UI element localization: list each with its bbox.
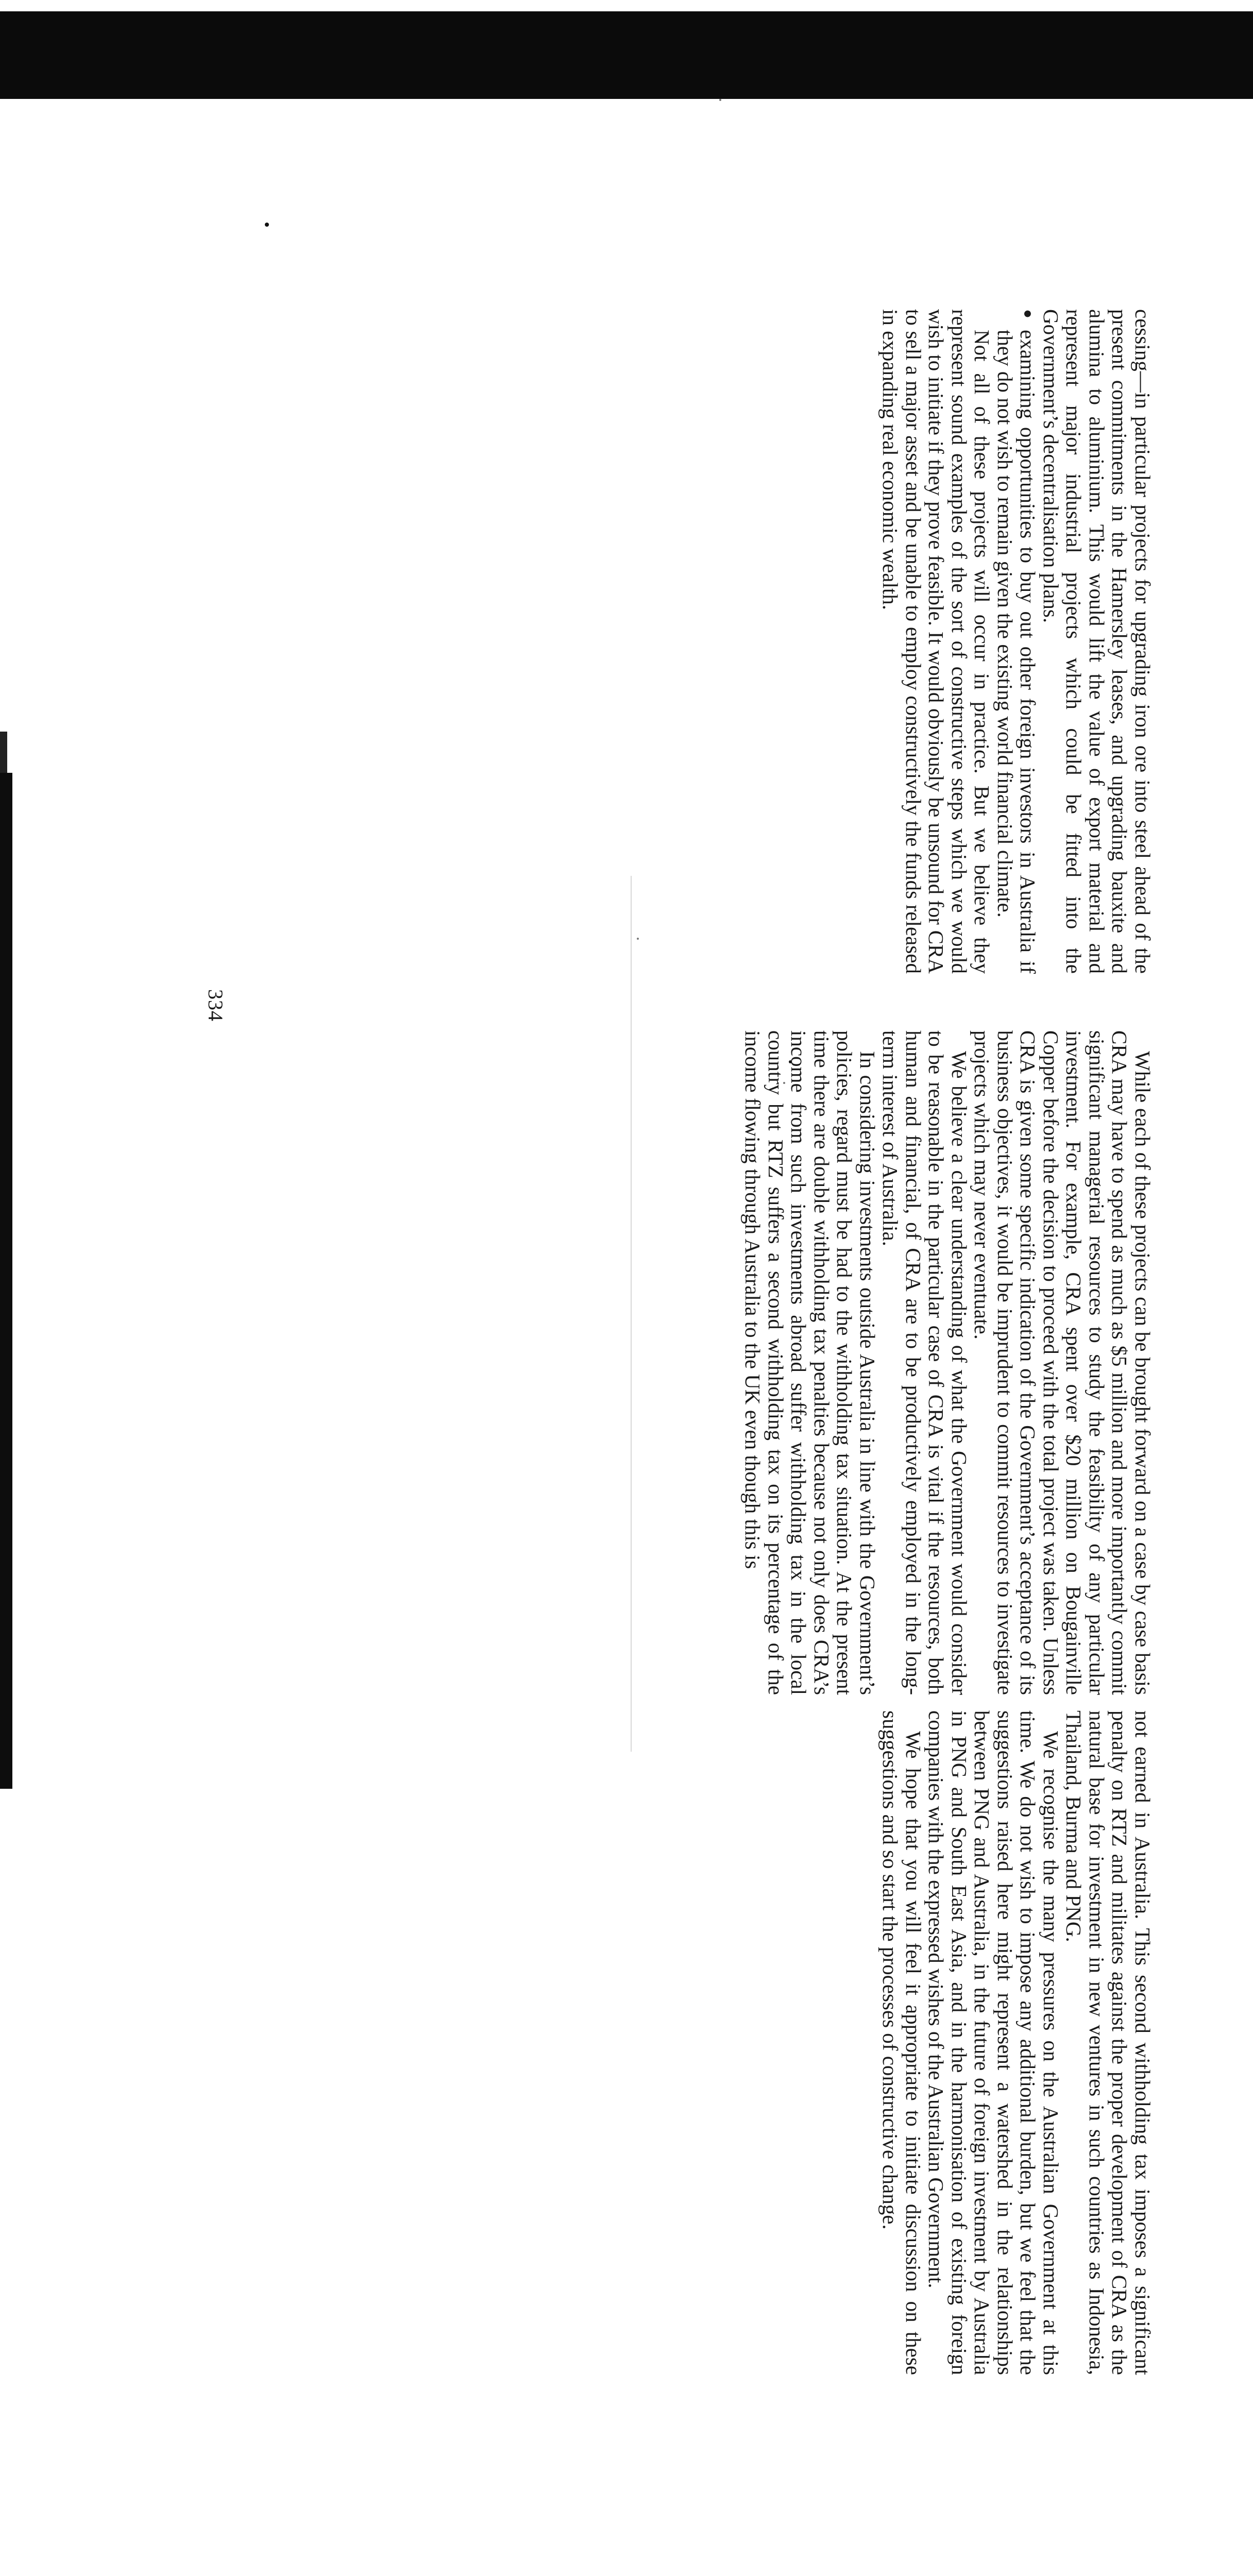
continuation-paragraph: not earned in Australia. This second withholding tax imposes a significant penalty on RTZ and militates against the proper development of CRA as the natural base for investment in new ventures in such countries as Indonesia, Thailand, Burma and PNG.	[1062, 1710, 1155, 2375]
continuation-paragraph: cessing—in particular projects for upgrading iron ore into steel ahead of the present commitments in the Hamersley leases, and upgrading bauxite and alumina to aluminium. This would lift the value of export material and represent major industrial projects which could be fitted into the Government’s decentralisation plans.	[1039, 309, 1155, 974]
page-number: 334	[204, 989, 227, 1022]
page-334-column-1	[879, 309, 1154, 974]
scan-top-corner	[1222, 0, 1253, 10]
scan-left-edge-start	[0, 732, 7, 778]
paragraph: We recognise the many pressures on the Australian Government at this time. We do not wish to impose any additional burden, but we feel that the suggestions raised here might represent a watershed in the relationships between PNG and Australia, in the future of foreign investment by Australia in PNG and South East Asia, and in the harmonisation of existing foreign companies with the expressed wishes of the Australian Government.	[924, 1710, 1063, 2375]
scan-speck	[265, 223, 269, 227]
scan-speck	[719, 99, 721, 101]
page-335	[165, 1710, 1154, 2576]
paragraph: While each of these projects can be brought forward on a case by case basis CRA may have to spend as much as $5 million and more importantly commit significant managerial resources to study the feasibility of any particular investment. For example, CRA spent over $20 million on Bougainville Copper before the decision to proceed with the total project was taken. Unless CRA is given some specific indication of the Government’s acceptance of its business objectives, it would be imprudent to commit resources to investigate projects which may never eventuate.	[970, 1030, 1155, 1695]
page-334	[165, 309, 1154, 1757]
scan-top-shadow	[0, 11, 1253, 99]
paragraph: We believe a clear understanding of what the Government would consider to be reasonable in the particular case of CRA is vital if the resources, both human and financial, of CRA are to be productively employed in the long-term interest of Australia.	[878, 1030, 971, 1695]
paragraph: Not all of these projects will occur in practice. But we believe they represent sound examples of the sort of constructive steps which we would wish to initiate if they prove feasible. It would obviously be unsound for CRA to sell a major asset and be unable to employ constructively the funds released in expanding real economic wealth.	[878, 309, 994, 974]
scan-left-binding-shadow	[0, 773, 12, 1789]
page-335-column-1	[879, 1710, 1154, 2375]
bullet-list	[994, 309, 1040, 974]
page-334-column-2	[741, 1030, 1154, 1695]
paragraph: In considering investments outside Australia in line with the Government’s policies, regard must be had to the withholding tax situation. At the present time there are double withholding tax penalties because not only does CRA’s income from such investments abroad suffer withholding tax in the local country but RTZ suffers a second withholding tax on its percentage of the income flowing through Australia to the UK even though this is	[741, 1030, 879, 1695]
paragraph: We hope that you will feel it appropriate to initiate discussion on these suggestions and so start the processes of constructive change.	[878, 1710, 925, 2375]
bullet-item: ● examining opportunities to buy out other foreign investors in Australia if they do not wish to remain given the existing world financial climate.	[994, 330, 1040, 974]
